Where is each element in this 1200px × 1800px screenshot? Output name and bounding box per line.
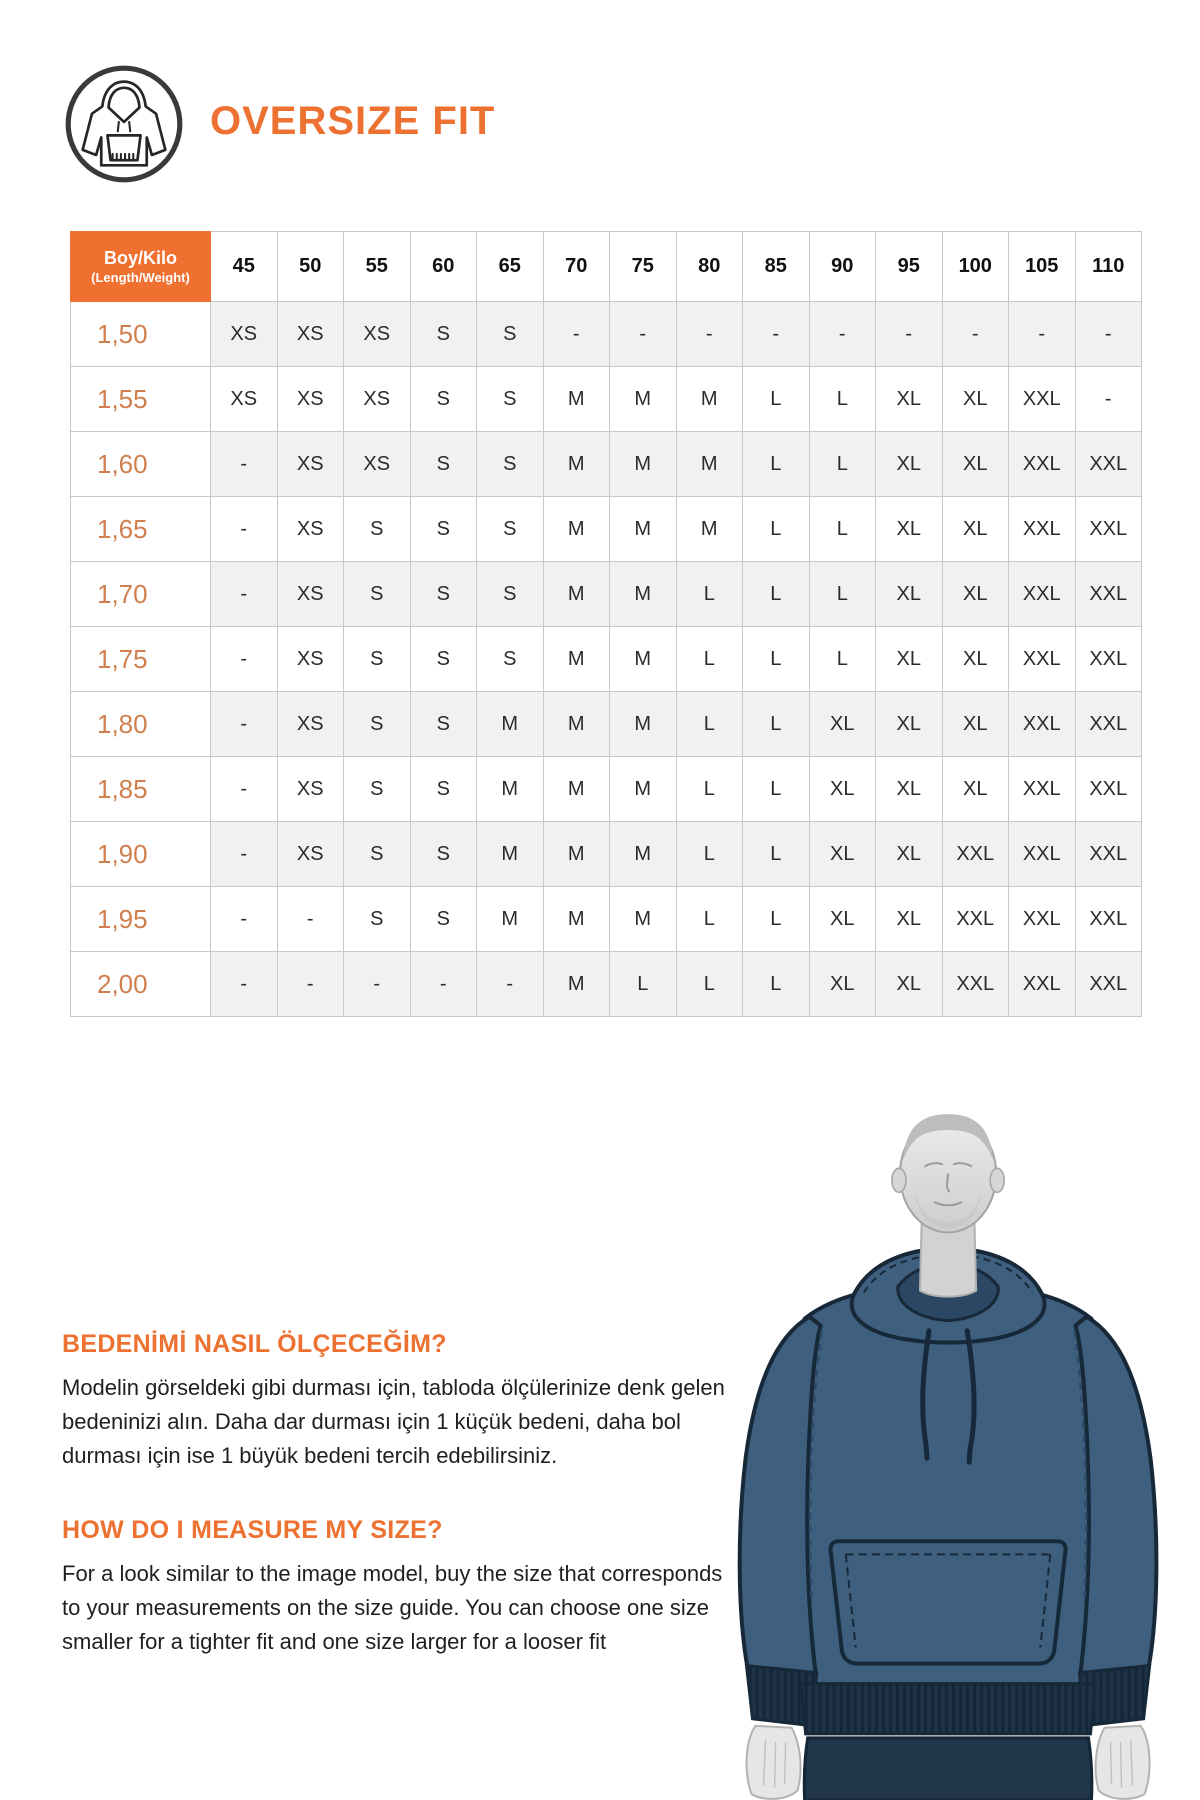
size-cell: XXL xyxy=(942,822,1009,887)
size-cell: XS xyxy=(277,367,344,432)
weight-header: 55 xyxy=(344,232,411,302)
size-cell: XXL xyxy=(1009,367,1076,432)
size-cell: XL xyxy=(809,887,876,952)
body-tr: Modelin görseldeki gibi durması için, tabloda ölçülerinize denk gelen bedeninizi alın. Daha dar durması için 1 küçük bedeni, daha bol durması için ise 1 büyük bedeni tercih edebilirsiniz. xyxy=(62,1375,725,1468)
size-cell: S xyxy=(477,432,544,497)
size-chart-table xyxy=(70,231,1142,1017)
size-cell: - xyxy=(211,562,278,627)
size-cell: L xyxy=(743,367,810,432)
table-row xyxy=(71,497,1142,562)
size-cell: M xyxy=(610,887,677,952)
size-cell: XL xyxy=(942,757,1009,822)
page-title: OVERSIZE FIT xyxy=(210,99,496,143)
size-cell: XL xyxy=(876,497,943,562)
height-label: 1,60 xyxy=(71,432,211,497)
size-cell: - xyxy=(211,692,278,757)
size-cell: XL xyxy=(809,952,876,1017)
size-cell: L xyxy=(676,627,743,692)
size-cell: XL xyxy=(876,822,943,887)
heading-tr: BEDENİMİ NASIL ÖLÇECEĞİM? xyxy=(62,1330,447,1358)
size-cell: M xyxy=(676,497,743,562)
table-row xyxy=(71,692,1142,757)
size-cell: XS xyxy=(277,562,344,627)
size-cell: XL xyxy=(876,887,943,952)
weight-header: 60 xyxy=(410,232,477,302)
size-cell: XXL xyxy=(1075,952,1142,1017)
size-cell: L xyxy=(743,757,810,822)
size-cell: XL xyxy=(876,757,943,822)
size-cell: M xyxy=(477,692,544,757)
size-cell: L xyxy=(809,497,876,562)
size-cell: M xyxy=(676,432,743,497)
size-cell: L xyxy=(809,562,876,627)
size-cell: L xyxy=(743,692,810,757)
weight-header: 45 xyxy=(211,232,278,302)
size-cell: XXL xyxy=(1075,757,1142,822)
size-cell: S xyxy=(344,692,411,757)
height-label: 1,80 xyxy=(71,692,211,757)
size-cell: S xyxy=(344,627,411,692)
size-cell: S xyxy=(344,822,411,887)
size-cell: M xyxy=(477,822,544,887)
table-row xyxy=(71,887,1142,952)
size-cell: - xyxy=(344,952,411,1017)
height-label: 2,00 xyxy=(71,952,211,1017)
section-en xyxy=(62,1516,742,1659)
size-cell: M xyxy=(543,627,610,692)
size-cell: L xyxy=(676,952,743,1017)
size-cell: M xyxy=(543,887,610,952)
size-cell: - xyxy=(277,952,344,1017)
table-row xyxy=(71,757,1142,822)
size-cell: - xyxy=(477,952,544,1017)
size-cell: - xyxy=(277,887,344,952)
size-cell: XXL xyxy=(1009,692,1076,757)
table-row xyxy=(71,562,1142,627)
size-cell: XXL xyxy=(942,952,1009,1017)
height-label: 1,90 xyxy=(71,822,211,887)
size-cell: - xyxy=(543,302,610,367)
height-label: 1,70 xyxy=(71,562,211,627)
size-cell: - xyxy=(211,432,278,497)
size-cell: - xyxy=(211,952,278,1017)
height-label: 1,55 xyxy=(71,367,211,432)
size-cell: S xyxy=(410,627,477,692)
size-cell: - xyxy=(1009,302,1076,367)
size-cell: XL xyxy=(876,692,943,757)
size-cell: S xyxy=(410,497,477,562)
size-cell: S xyxy=(477,627,544,692)
size-cell: M xyxy=(610,367,677,432)
weight-header: 90 xyxy=(809,232,876,302)
size-cell: XL xyxy=(942,627,1009,692)
size-cell: L xyxy=(676,887,743,952)
size-cell: XL xyxy=(942,432,1009,497)
size-cell: XXL xyxy=(1009,822,1076,887)
hoodie-model-illustration xyxy=(656,1078,1200,1800)
size-cell: XL xyxy=(942,367,1009,432)
size-cell: XS xyxy=(277,822,344,887)
size-cell: M xyxy=(543,562,610,627)
size-cell: L xyxy=(676,822,743,887)
size-cell: M xyxy=(543,822,610,887)
height-label: 1,50 xyxy=(71,302,211,367)
size-cell: M xyxy=(610,432,677,497)
size-cell: XXL xyxy=(1009,562,1076,627)
size-cell: XS xyxy=(277,432,344,497)
size-cell: - xyxy=(211,757,278,822)
size-cell: XL xyxy=(876,432,943,497)
size-cell: L xyxy=(610,952,677,1017)
size-cell: XL xyxy=(876,952,943,1017)
size-cell: XS xyxy=(344,432,411,497)
size-cell: - xyxy=(410,952,477,1017)
size-cell: XXL xyxy=(942,887,1009,952)
size-cell: L xyxy=(809,432,876,497)
size-cell: S xyxy=(344,757,411,822)
size-cell: XL xyxy=(876,367,943,432)
size-cell: L xyxy=(743,497,810,562)
size-cell: XXL xyxy=(1075,822,1142,887)
size-cell: S xyxy=(410,692,477,757)
corner-line1: Boy/Kilo xyxy=(103,248,177,269)
weight-header: 110 xyxy=(1075,232,1142,302)
size-cell: - xyxy=(809,302,876,367)
size-cell: M xyxy=(610,692,677,757)
size-cell: XS xyxy=(344,367,411,432)
size-cell: - xyxy=(876,302,943,367)
size-cell: XS xyxy=(277,497,344,562)
size-cell: - xyxy=(743,302,810,367)
table-row xyxy=(71,627,1142,692)
size-cell: XL xyxy=(876,562,943,627)
size-cell: - xyxy=(211,822,278,887)
table-header-row xyxy=(71,232,1142,302)
size-cell: - xyxy=(211,497,278,562)
size-cell: - xyxy=(211,627,278,692)
size-cell: L xyxy=(676,757,743,822)
table-row xyxy=(71,302,1142,367)
size-cell: S xyxy=(410,367,477,432)
size-cell: XXL xyxy=(1009,757,1076,822)
size-cell: L xyxy=(743,627,810,692)
weight-header: 100 xyxy=(942,232,1009,302)
size-cell: L xyxy=(743,822,810,887)
height-label: 1,85 xyxy=(71,757,211,822)
size-cell: S xyxy=(344,562,411,627)
size-cell: L xyxy=(809,627,876,692)
weight-header: 50 xyxy=(277,232,344,302)
size-cell: S xyxy=(410,822,477,887)
size-cell: S xyxy=(477,367,544,432)
size-cell: L xyxy=(676,562,743,627)
size-cell: - xyxy=(211,887,278,952)
weight-header: 95 xyxy=(876,232,943,302)
size-cell: M xyxy=(610,757,677,822)
size-cell: M xyxy=(543,432,610,497)
size-cell: M xyxy=(610,627,677,692)
size-cell: L xyxy=(743,562,810,627)
size-cell: S xyxy=(477,562,544,627)
weight-header: 105 xyxy=(1009,232,1076,302)
table-row xyxy=(71,822,1142,887)
size-cell: S xyxy=(477,497,544,562)
height-label: 1,95 xyxy=(71,887,211,952)
weight-header: 70 xyxy=(543,232,610,302)
corner-line2: (Length/Weight) xyxy=(91,269,190,285)
size-cell: XXL xyxy=(1009,627,1076,692)
size-cell: S xyxy=(410,887,477,952)
size-cell: XL xyxy=(809,822,876,887)
size-cell: XXL xyxy=(1009,887,1076,952)
size-cell: - xyxy=(610,302,677,367)
size-cell: XS xyxy=(277,302,344,367)
size-cell: S xyxy=(410,432,477,497)
size-cell: S xyxy=(344,887,411,952)
size-cell: S xyxy=(344,497,411,562)
size-cell: M xyxy=(610,497,677,562)
section-tr xyxy=(62,1330,742,1473)
size-cell: XXL xyxy=(1075,887,1142,952)
table-row xyxy=(71,432,1142,497)
size-cell: XXL xyxy=(1009,432,1076,497)
size-cell: M xyxy=(610,822,677,887)
table-row xyxy=(71,952,1142,1017)
size-cell: L xyxy=(743,432,810,497)
size-cell: XL xyxy=(942,692,1009,757)
body-en: For a look similar to the image model, buy the size that corresponds to your measurements on the size guide. You can choose one size smaller for a tighter fit and one size larger for a looser fit xyxy=(62,1561,723,1654)
size-cell: S xyxy=(410,757,477,822)
size-cell: XXL xyxy=(1075,432,1142,497)
size-cell: M xyxy=(477,887,544,952)
size-cell: - xyxy=(1075,367,1142,432)
size-cell: XL xyxy=(942,497,1009,562)
weight-header: 75 xyxy=(610,232,677,302)
size-cell: XXL xyxy=(1075,627,1142,692)
corner-header-cell xyxy=(71,232,211,302)
size-chart-body xyxy=(71,302,1142,1017)
size-cell: XXL xyxy=(1075,497,1142,562)
size-cell: XXL xyxy=(1009,952,1076,1017)
size-cell: XXL xyxy=(1075,692,1142,757)
size-cell: M xyxy=(676,367,743,432)
weight-header: 85 xyxy=(743,232,810,302)
weight-header: 80 xyxy=(676,232,743,302)
size-cell: XS xyxy=(277,692,344,757)
size-cell: S xyxy=(410,302,477,367)
size-cell: XS xyxy=(277,627,344,692)
size-cell: XS xyxy=(344,302,411,367)
weight-header: 65 xyxy=(477,232,544,302)
size-cell: M xyxy=(543,757,610,822)
size-cell: XL xyxy=(942,562,1009,627)
size-cell: XL xyxy=(809,757,876,822)
size-cell: L xyxy=(809,367,876,432)
height-label: 1,75 xyxy=(71,627,211,692)
size-cell: L xyxy=(676,692,743,757)
size-cell: M xyxy=(543,952,610,1017)
size-cell: - xyxy=(1075,302,1142,367)
size-cell: M xyxy=(543,497,610,562)
size-cell: S xyxy=(410,562,477,627)
size-cell: XXL xyxy=(1009,497,1076,562)
size-cell: - xyxy=(942,302,1009,367)
hoodie-icon xyxy=(62,62,186,186)
size-cell: L xyxy=(743,887,810,952)
height-label: 1,65 xyxy=(71,497,211,562)
size-cell: L xyxy=(743,952,810,1017)
size-cell: XS xyxy=(211,367,278,432)
size-cell: XS xyxy=(277,757,344,822)
heading-en: HOW DO I MEASURE MY SIZE? xyxy=(62,1516,443,1544)
size-cell: XS xyxy=(211,302,278,367)
size-cell: M xyxy=(610,562,677,627)
size-cell: XXL xyxy=(1075,562,1142,627)
size-cell: M xyxy=(477,757,544,822)
size-cell: XL xyxy=(809,692,876,757)
size-cell: M xyxy=(543,367,610,432)
size-cell: XL xyxy=(876,627,943,692)
size-cell: M xyxy=(543,692,610,757)
table-row xyxy=(71,367,1142,432)
size-cell: S xyxy=(477,302,544,367)
size-cell: - xyxy=(676,302,743,367)
